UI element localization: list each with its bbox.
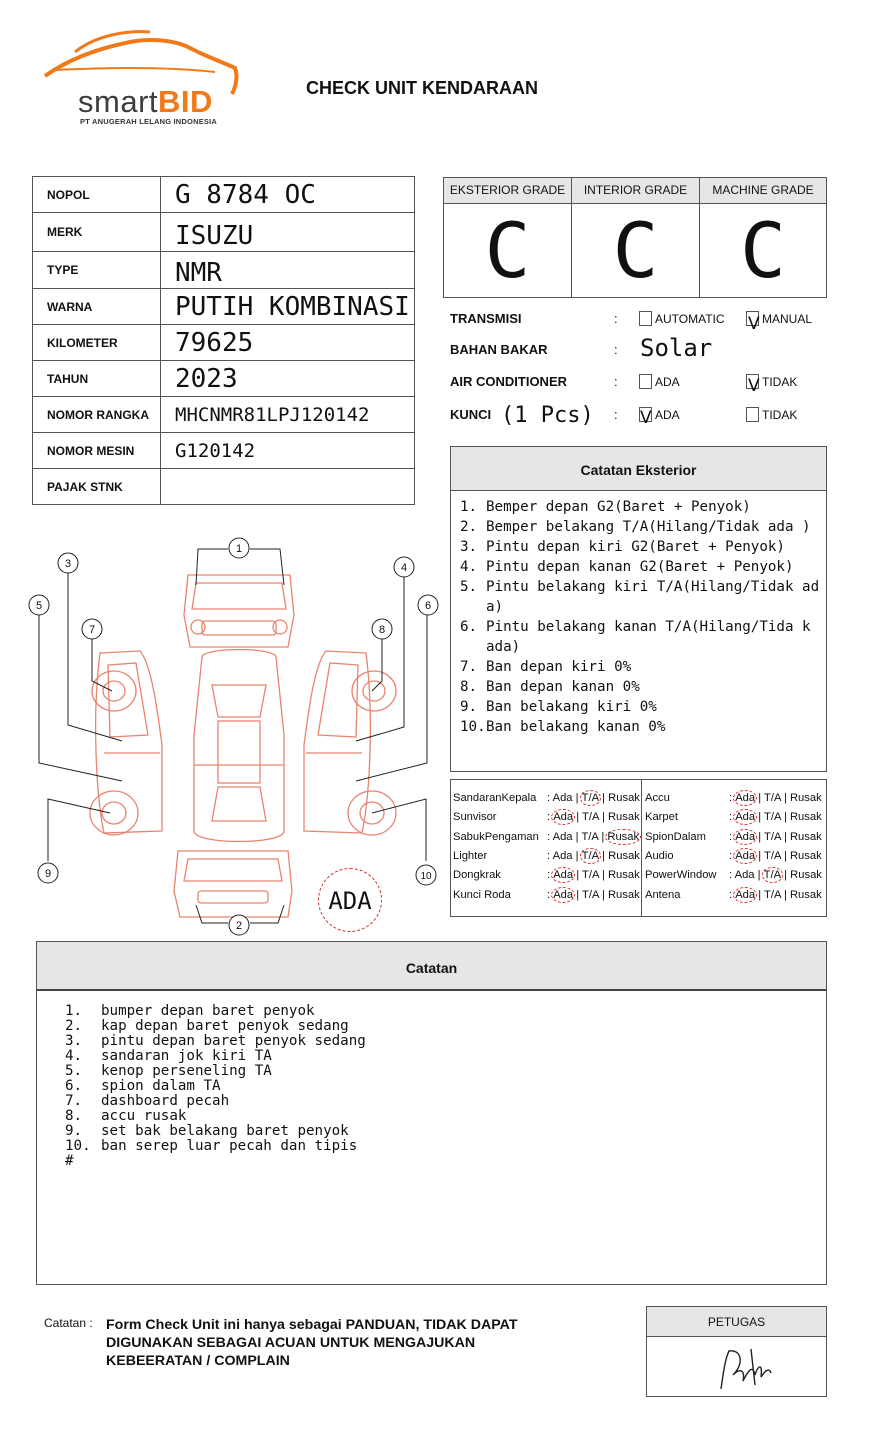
accessory-option[interactable]: Rusak bbox=[607, 888, 640, 901]
footer-disclaimer: Form Check Unit ini hanya sebagai PANDUAN, TIDAK DAPAT DIGUNAKAN SEBAGAI ACUAN UNTUK MENGAJUKAN KEBEERATAN / COMPLAIN bbox=[106, 1317, 518, 1369]
colon: : bbox=[547, 811, 551, 824]
front-view-outline bbox=[184, 575, 294, 647]
accessory-option[interactable]: T/A bbox=[581, 830, 599, 843]
accessory-name: Karpet bbox=[645, 811, 678, 824]
note-number: # bbox=[65, 1153, 74, 1169]
exterior-note-item bbox=[460, 557, 822, 577]
exterior-note-text: Ban belakang kiri 0% bbox=[486, 699, 657, 715]
notes-list bbox=[65, 1004, 366, 1169]
accessory-name: SpionDalam bbox=[645, 830, 706, 843]
separator: | bbox=[758, 792, 762, 804]
exterior-note-text: Ban depan kanan 0% bbox=[486, 679, 640, 695]
exterior-note-number: 5. bbox=[460, 579, 478, 595]
callout-1: 1 bbox=[235, 543, 243, 555]
accessory-option[interactable]: Ada bbox=[552, 830, 573, 843]
colon: : bbox=[547, 869, 551, 882]
footer-label: Catatan : bbox=[44, 1316, 93, 1330]
kunci-ada-label: ADA bbox=[655, 408, 680, 422]
check-mark: V bbox=[748, 314, 760, 334]
accessory-option[interactable]: Rusak bbox=[789, 792, 822, 804]
accessory-option-selected[interactable]: Ada bbox=[553, 811, 574, 824]
accessory-options bbox=[547, 831, 639, 843]
accessory-name: Audio bbox=[645, 849, 674, 862]
grade-value: C bbox=[740, 206, 786, 295]
note-number: 8. bbox=[65, 1108, 83, 1124]
callout-4: 4 bbox=[400, 562, 408, 574]
accessory-options bbox=[729, 889, 822, 901]
note-item bbox=[65, 1049, 366, 1064]
value-warna: PUTIH KOMBINASI bbox=[161, 289, 415, 325]
note-text: kenop perseneling TA bbox=[101, 1063, 272, 1079]
exterior-note-text: Bemper belakang T/A(Hilang/Tidak ada ) bbox=[486, 519, 811, 535]
note-number: 6. bbox=[65, 1078, 83, 1094]
separator: | bbox=[601, 888, 605, 901]
separator: | bbox=[602, 849, 606, 862]
colon: : bbox=[729, 792, 733, 804]
exterior-note-number: 9. bbox=[460, 699, 478, 715]
colon: : bbox=[729, 830, 733, 843]
kunci-label: KUNCI bbox=[450, 407, 492, 422]
callout-2: 2 bbox=[235, 920, 243, 932]
bahan-bakar-value: Solar bbox=[640, 334, 713, 362]
exterior-note-text: Ban belakang kanan 0% bbox=[486, 719, 666, 735]
accessory-name: SabukPengaman bbox=[453, 830, 539, 843]
exterior-note-text: Pintu belakang kanan T/A(Hilang/Tida k ada) bbox=[486, 619, 820, 655]
accessories-panel bbox=[450, 779, 827, 917]
colon: : bbox=[614, 407, 618, 422]
label-kilometer: KILOMETER bbox=[33, 325, 161, 361]
top-view-body bbox=[194, 650, 284, 842]
exterior-note-text: Bemper depan G2(Baret + Penyok) bbox=[486, 499, 751, 515]
accessory-option-selected[interactable]: Ada bbox=[735, 830, 756, 843]
exterior-notes-title: Catatan Eksterior bbox=[451, 447, 826, 491]
separator: | bbox=[758, 849, 762, 862]
accessory-name: Antena bbox=[645, 888, 681, 901]
colon: : bbox=[547, 830, 551, 843]
note-text: bumper depan baret penyok bbox=[101, 1003, 315, 1019]
colon: : bbox=[614, 374, 618, 389]
separator: | bbox=[576, 869, 580, 882]
exterior-notes-panel bbox=[450, 446, 827, 772]
separator: | bbox=[758, 811, 762, 824]
transmisi-automatic-label: AUTOMATIC bbox=[655, 312, 725, 326]
accessory-options bbox=[547, 869, 640, 881]
kunci-tidak-label: TIDAK bbox=[762, 408, 798, 422]
separator: | bbox=[783, 830, 787, 843]
separator: | bbox=[757, 869, 761, 882]
accessory-option-selected[interactable]: T/A bbox=[763, 869, 782, 882]
accessory-option-selected[interactable]: Ada bbox=[735, 811, 756, 824]
value-nomor-mesin: G120142 bbox=[161, 433, 415, 469]
label-nomor-rangka: NOMOR RANGKA bbox=[33, 397, 161, 433]
exterior-note-number: 3. bbox=[460, 539, 478, 555]
note-item bbox=[65, 1139, 366, 1154]
accessory-options bbox=[547, 792, 640, 804]
accessory-name: Dongkrak bbox=[453, 869, 501, 882]
exterior-note-number: 8. bbox=[460, 679, 478, 695]
note-item bbox=[65, 1109, 366, 1124]
note-item bbox=[65, 1004, 366, 1019]
accessory-name: SandaranKepala bbox=[453, 792, 537, 804]
accessory-option[interactable]: T/A bbox=[764, 811, 781, 824]
separator: | bbox=[783, 849, 787, 862]
accessory-option[interactable]: Rusak bbox=[789, 830, 822, 843]
note-number: 3. bbox=[65, 1033, 83, 1049]
note-number: 9. bbox=[65, 1123, 83, 1139]
note-item bbox=[65, 1064, 366, 1079]
value-type: NMR bbox=[161, 252, 415, 289]
value-nopol: G 8784 OC bbox=[161, 177, 415, 213]
note-text: sandaran jok kiri TA bbox=[101, 1048, 272, 1064]
accessory-option-selected[interactable]: T/A bbox=[581, 792, 600, 804]
accessory-options bbox=[729, 831, 822, 843]
separator: | bbox=[601, 830, 605, 843]
exterior-note-number: 4. bbox=[460, 559, 478, 575]
accessory-option-selected[interactable]: Ada bbox=[735, 792, 756, 804]
accessory-option[interactable]: Rusak bbox=[607, 869, 640, 882]
note-number: 1. bbox=[65, 1003, 83, 1019]
note-number: 2. bbox=[65, 1018, 83, 1034]
accessory-option[interactable]: T/A bbox=[764, 792, 781, 804]
note-text: dashboard pecah bbox=[101, 1093, 230, 1109]
accessory-name: Accu bbox=[645, 792, 670, 804]
officer-box bbox=[646, 1306, 827, 1397]
accessory-options bbox=[547, 811, 640, 823]
accessory-option[interactable]: Rusak bbox=[608, 792, 640, 804]
exterior-note-item bbox=[460, 497, 822, 517]
note-text: ban serep luar pecah dan tipis bbox=[101, 1138, 358, 1154]
note-number: 4. bbox=[65, 1048, 83, 1064]
notes-panel bbox=[36, 941, 827, 1285]
grade-label: INTERIOR GRADE bbox=[572, 178, 699, 204]
note-number: 7. bbox=[65, 1093, 83, 1109]
value-pajak-stnk bbox=[161, 469, 415, 505]
separator: | bbox=[783, 811, 787, 824]
ac-ada-checkbox[interactable] bbox=[639, 374, 652, 389]
separator: | bbox=[575, 792, 579, 804]
accessory-option[interactable]: Rusak bbox=[789, 888, 822, 901]
note-item bbox=[65, 1034, 366, 1049]
callout-5: 5 bbox=[35, 600, 43, 612]
separator: | bbox=[783, 888, 787, 901]
exterior-note-text: Ban depan kiri 0% bbox=[486, 659, 632, 675]
label-type: TYPE bbox=[33, 252, 161, 289]
callout-3: 3 bbox=[64, 558, 72, 570]
colon: : bbox=[729, 888, 733, 901]
accessory-option[interactable]: Ada bbox=[552, 792, 573, 804]
accessory-option[interactable]: Rusak bbox=[790, 869, 822, 882]
callout-9: 9 bbox=[44, 868, 52, 880]
exterior-note-number: 10. bbox=[460, 719, 486, 735]
kunci-count: (1 Pcs) bbox=[501, 403, 594, 428]
vehicle-info-table bbox=[32, 176, 415, 505]
officer-label: PETUGAS bbox=[647, 1307, 826, 1337]
accessory-options bbox=[729, 811, 822, 823]
grade-exterior bbox=[444, 178, 572, 297]
accessory-option[interactable]: Ada bbox=[734, 869, 755, 882]
exterior-note-item bbox=[460, 577, 822, 617]
grade-machine bbox=[700, 178, 826, 297]
note-number: 10. bbox=[65, 1138, 91, 1154]
separator: | bbox=[758, 830, 762, 843]
grade-value: C bbox=[484, 206, 531, 295]
colon: : bbox=[614, 311, 618, 326]
spare-tire-status: ADA bbox=[318, 868, 382, 932]
accessory-name: PowerWindow bbox=[645, 869, 717, 882]
exterior-note-item bbox=[460, 617, 822, 657]
separator: | bbox=[758, 888, 762, 901]
separator: | bbox=[784, 869, 788, 882]
exterior-note-item bbox=[460, 517, 822, 537]
grade-value: C bbox=[612, 206, 659, 295]
colon: : bbox=[729, 869, 733, 882]
accessory-options bbox=[547, 850, 640, 862]
transmisi-automatic-checkbox[interactable] bbox=[639, 311, 652, 326]
value-tahun: 2023 bbox=[161, 361, 415, 397]
note-item bbox=[65, 1094, 366, 1109]
grade-interior bbox=[572, 178, 700, 297]
label-warna: WARNA bbox=[33, 289, 161, 325]
exterior-note-number: 1. bbox=[460, 499, 478, 515]
callout-10: 10 bbox=[420, 871, 432, 882]
value-merk: ISUZU bbox=[161, 213, 415, 252]
ac-label: AIR CONDITIONER bbox=[450, 374, 567, 389]
accessory-option[interactable]: T/A bbox=[582, 888, 599, 901]
exterior-note-number: 2. bbox=[460, 519, 478, 535]
note-text: accu rusak bbox=[101, 1108, 187, 1124]
note-text: kap depan baret penyok sedang bbox=[101, 1018, 349, 1034]
ac-ada-label: ADA bbox=[655, 375, 680, 389]
rear-view-outline bbox=[174, 851, 292, 917]
accessory-option-selected[interactable]: Ada bbox=[553, 869, 574, 882]
separator: | bbox=[575, 830, 579, 843]
accessory-option[interactable]: Rusak bbox=[608, 849, 640, 862]
accessory-option[interactable]: T/A bbox=[764, 888, 781, 901]
kunci-tidak-checkbox[interactable] bbox=[746, 407, 759, 422]
accessory-options bbox=[729, 869, 822, 881]
accessory-option[interactable]: Rusak bbox=[789, 849, 822, 862]
accessory-name: Kunci Roda bbox=[453, 888, 511, 901]
transmisi-manual-label: MANUAL bbox=[762, 312, 813, 326]
accessory-option[interactable]: T/A bbox=[764, 830, 781, 843]
logo-subtitle: PT ANUGERAH LELANG INDONESIA bbox=[80, 117, 217, 126]
accessory-name: Sunvisor bbox=[453, 811, 497, 824]
value-kilometer: 79625 bbox=[161, 325, 415, 361]
colon: : bbox=[547, 888, 551, 901]
separator: | bbox=[576, 811, 580, 824]
label-merk: MERK bbox=[33, 213, 161, 252]
separator: | bbox=[575, 849, 579, 862]
note-item bbox=[65, 1079, 366, 1094]
transmisi-label: TRANSMISI bbox=[450, 311, 522, 326]
label-tahun: TAHUN bbox=[33, 361, 161, 397]
exterior-note-item bbox=[460, 677, 822, 697]
grade-table bbox=[443, 177, 827, 298]
accessory-option-selected[interactable]: Ada bbox=[735, 888, 756, 901]
exterior-note-text: Pintu depan kiri G2(Baret + Penyok) bbox=[486, 539, 785, 555]
note-item bbox=[65, 1019, 366, 1034]
separator: | bbox=[601, 869, 605, 882]
note-text: pintu depan baret penyok sedang bbox=[101, 1033, 366, 1049]
accessory-name: Lighter bbox=[453, 849, 488, 862]
label-nomor-mesin: NOMOR MESIN bbox=[33, 433, 161, 469]
accessory-options bbox=[547, 889, 640, 901]
bahan-bakar-label: BAHAN BAKAR bbox=[450, 342, 548, 357]
exterior-note-item bbox=[460, 537, 822, 557]
label-nopol: NOPOL bbox=[33, 177, 161, 213]
colon: : bbox=[729, 811, 733, 824]
exterior-notes-list bbox=[460, 497, 822, 737]
accessory-option[interactable]: Rusak bbox=[789, 811, 822, 824]
right-side-outline bbox=[304, 651, 370, 833]
accessory-option-selected[interactable]: Ada bbox=[735, 849, 756, 862]
check-mark: V bbox=[640, 408, 652, 428]
exterior-note-number: 6. bbox=[460, 619, 478, 635]
callout-8: 8 bbox=[378, 624, 386, 636]
accessory-option[interactable]: T/A bbox=[764, 849, 781, 862]
accessory-options bbox=[729, 850, 822, 862]
accessory-options bbox=[729, 792, 822, 804]
note-item bbox=[65, 1124, 366, 1139]
separator: | bbox=[576, 888, 580, 901]
accessory-option-selected[interactable]: Ada bbox=[553, 888, 574, 901]
colon: : bbox=[729, 849, 733, 862]
accessory-option-selected[interactable]: Rusak bbox=[607, 830, 640, 843]
exterior-note-item bbox=[460, 717, 822, 737]
notes-title: Catatan bbox=[37, 942, 826, 991]
note-item bbox=[65, 1154, 366, 1169]
note-text: set bak belakang baret penyok bbox=[101, 1123, 349, 1139]
separator: | bbox=[602, 792, 606, 804]
exterior-note-item bbox=[460, 697, 822, 717]
ac-tidak-label: TIDAK bbox=[762, 375, 798, 389]
note-number: 5. bbox=[65, 1063, 83, 1079]
exterior-note-text: Pintu belakang kiri T/A(Hilang/Tidak ada) bbox=[486, 579, 820, 615]
accessory-option[interactable]: Ada bbox=[552, 849, 573, 862]
divider bbox=[641, 780, 642, 916]
callout-6: 6 bbox=[424, 600, 432, 612]
page-title: CHECK UNIT KENDARAAN bbox=[306, 78, 538, 98]
accessory-option[interactable]: Rusak bbox=[607, 811, 640, 824]
car-damage-diagram bbox=[22, 535, 444, 939]
accessory-option[interactable]: T/A bbox=[582, 869, 599, 882]
exterior-note-text: Pintu depan kanan G2(Baret + Penyok) bbox=[486, 559, 794, 575]
note-text: spion dalam TA bbox=[101, 1078, 221, 1094]
value-nomor-rangka: MHCNMR81LPJ120142 bbox=[161, 397, 415, 433]
grade-label: MACHINE GRADE bbox=[700, 178, 826, 204]
check-mark: V bbox=[748, 376, 760, 396]
accessory-option[interactable]: T/A bbox=[582, 811, 599, 824]
callout-7: 7 bbox=[88, 624, 96, 636]
separator: | bbox=[783, 792, 787, 804]
separator: | bbox=[601, 811, 605, 824]
colon: : bbox=[614, 342, 618, 357]
grade-label: EKSTERIOR GRADE bbox=[444, 178, 571, 204]
colon: : bbox=[547, 849, 551, 862]
colon: : bbox=[547, 792, 551, 804]
label-pajak-stnk: PAJAK STNK bbox=[33, 469, 161, 505]
accessory-option-selected[interactable]: T/A bbox=[581, 849, 600, 862]
officer-signature bbox=[711, 1345, 781, 1393]
exterior-note-number: 7. bbox=[460, 659, 478, 675]
exterior-note-item bbox=[460, 657, 822, 677]
